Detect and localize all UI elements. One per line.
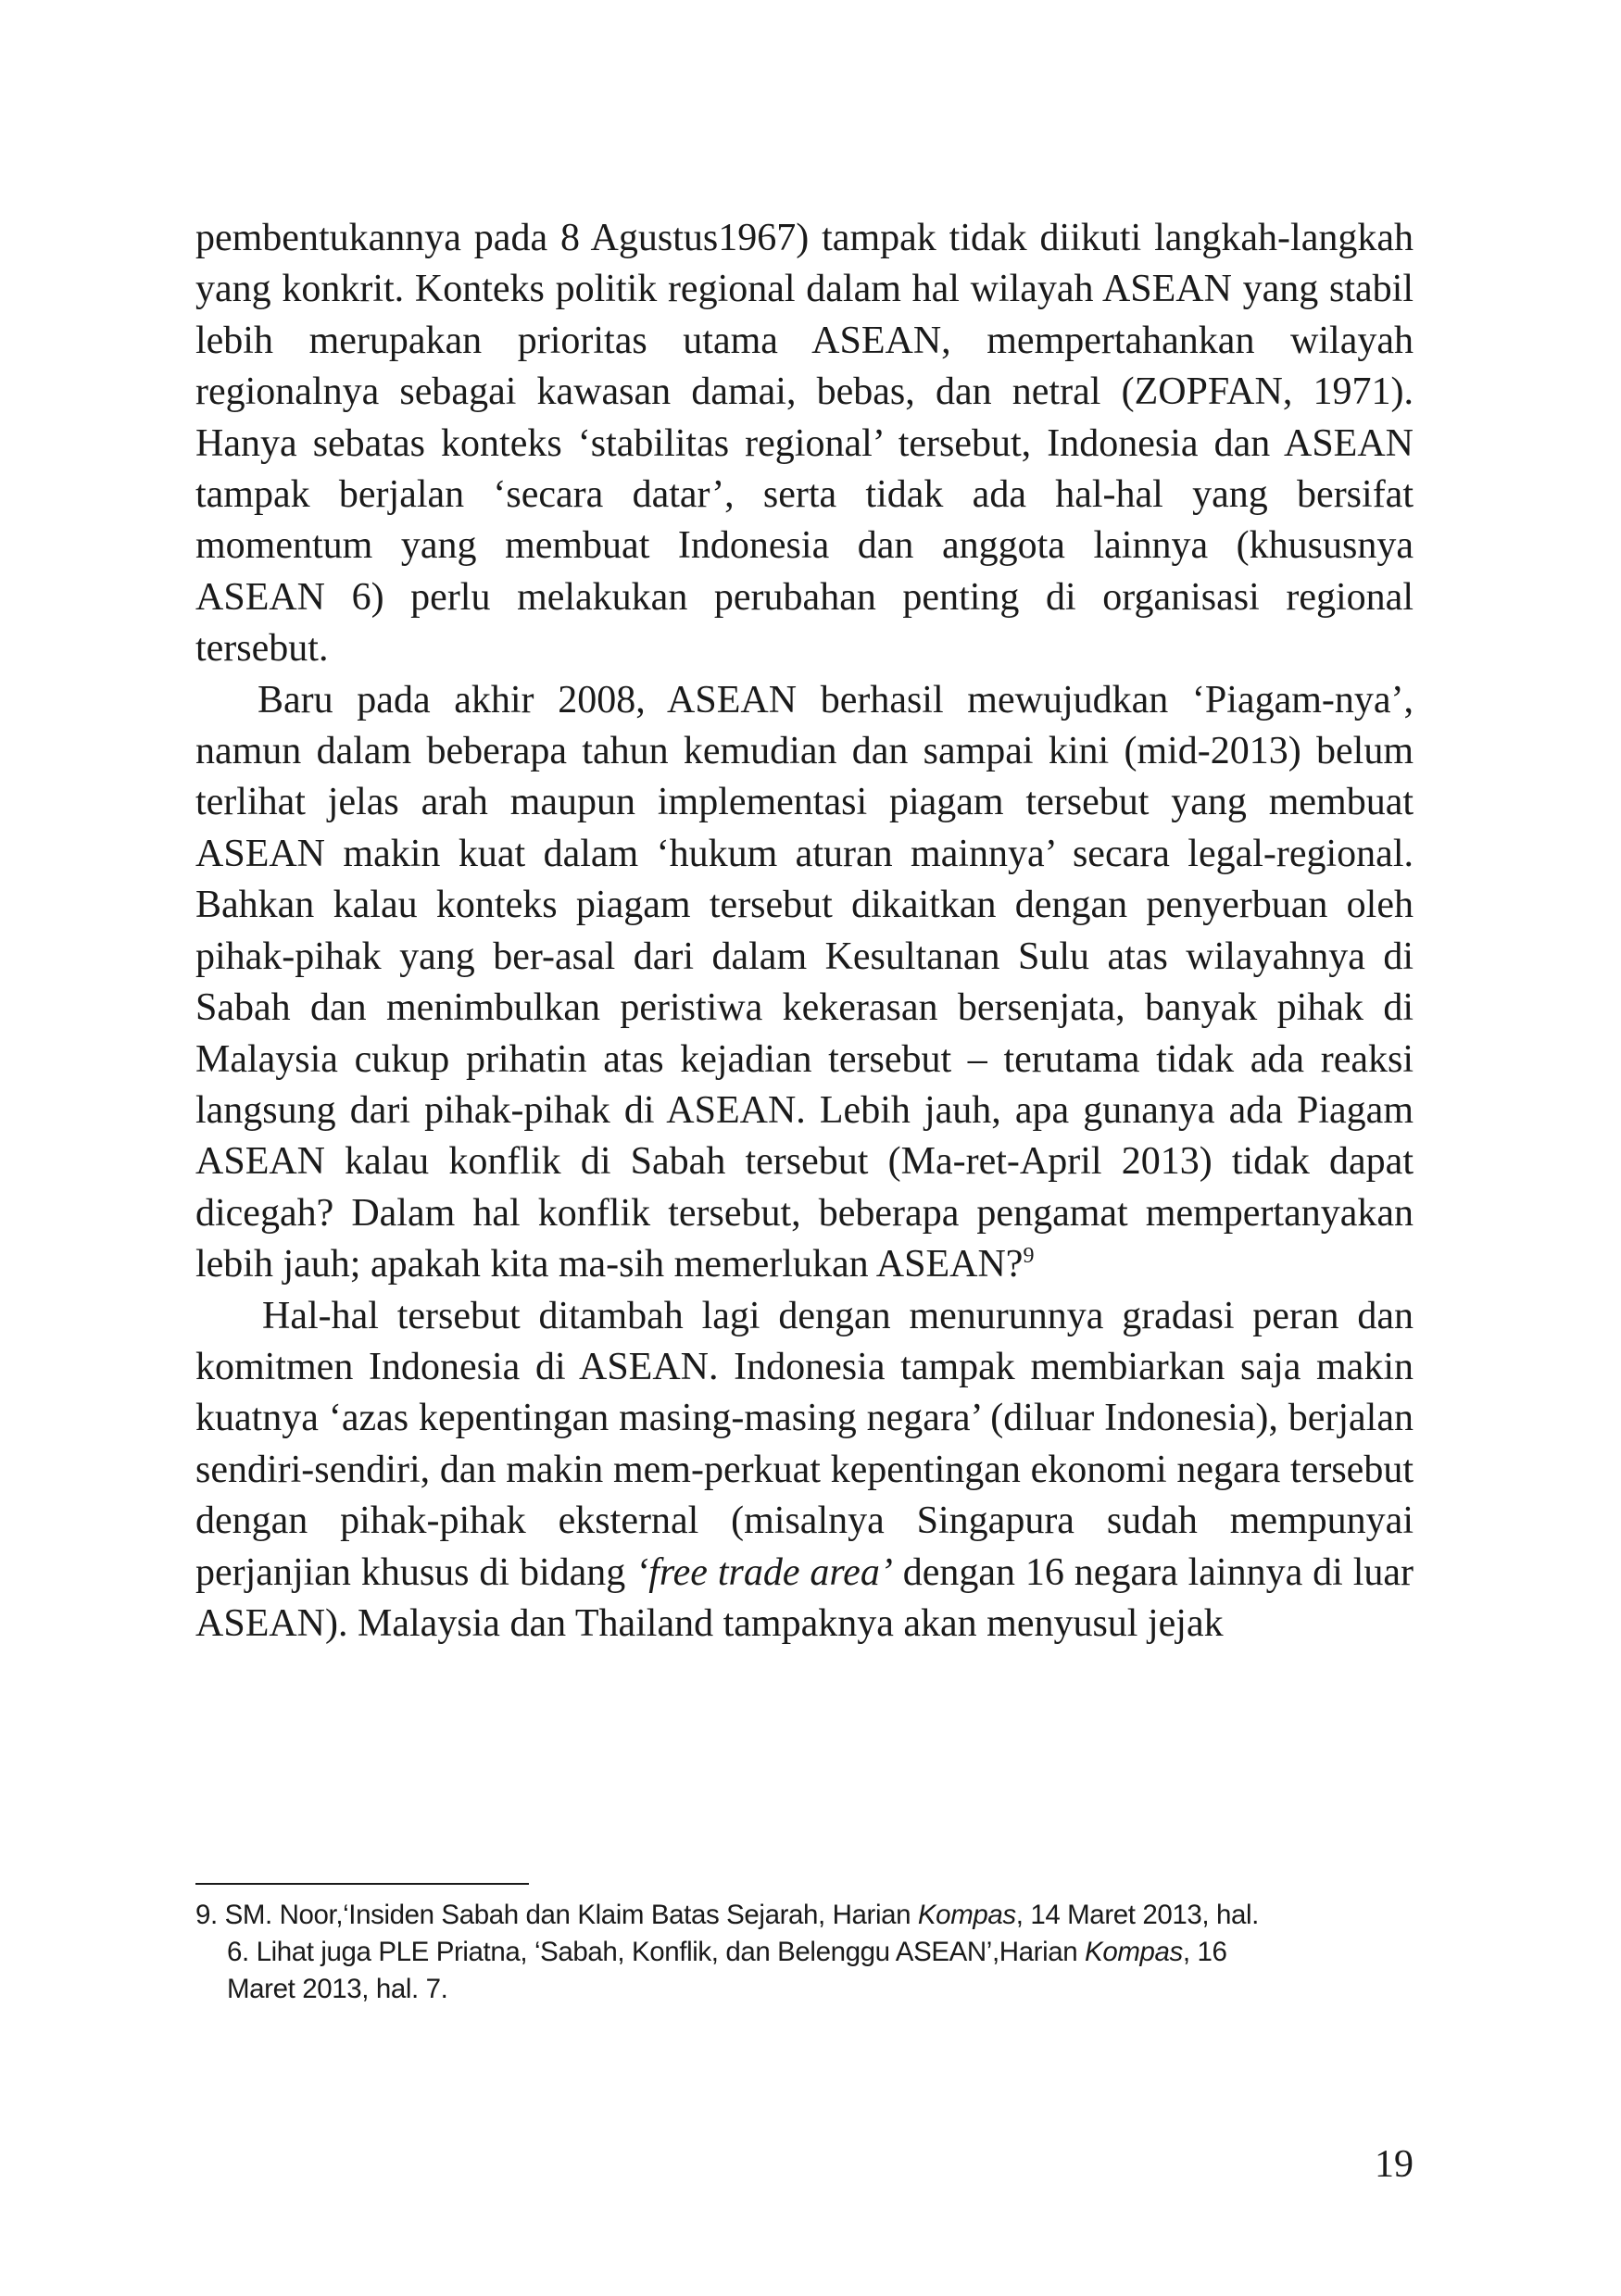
- footnote-text: 6. Lihat juga PLE Priatna, ‘Sabah, Konflik, dan Belenggu ASEAN’,Harian: [227, 1937, 1086, 1967]
- footnote-line-3: Maret 2013, hal. 7.: [227, 1974, 448, 2004]
- main-text: [195, 213, 1414, 1650]
- footnote-text: 9. SM. Noor,‘Insiden Sabah dan Klaim Batas Sejarah, Harian: [195, 1900, 918, 1930]
- footnote-text: , 14 Maret 2013, hal.: [1015, 1900, 1259, 1930]
- footnote: [195, 1897, 1414, 2008]
- paragraph-1: pembentukannya pada 8 Agustus1967) tampak tidak diikuti langkah-langkah yang konkrit. Konteks politik regional dalam hal wilayah ASEAN yang stabil lebih merupakan prioritas utama ASEAN, mempertahankan wilayah regionalnya sebagai kawasan damai, bebas, dan netral (ZOPFAN, 1971). Hanya sebatas konteks ‘stabilitas regional’ tersebut, Indonesia dan ASEAN tampak berjalan ‘secara datar’, serta tidak ada hal-hal yang bersifat momentum yang membuat Indonesia dan anggota lainnya (khususnya ASEAN 6) perlu melakukan perubahan penting di organisasi regional tersebut.: [195, 217, 1414, 671]
- footnote-line-1: [195, 1897, 1414, 1934]
- footnote-text: , 16: [1182, 1937, 1227, 1967]
- paragraph-2: [195, 675, 1414, 1291]
- paragraph-3-italic-term: ‘free trade area’: [635, 1550, 893, 1594]
- footnote-line-2: [195, 1934, 1414, 1971]
- footnote-italic: Kompas: [917, 1900, 1016, 1930]
- footnote-italic: Kompas: [1085, 1937, 1183, 1967]
- footnote-reference: 9: [1023, 1244, 1035, 1269]
- paragraph-3-text-after: dengan 16 negara lainnya di luar ASEAN). Malaysia dan Thailand tampaknya akan menyusul jejak: [195, 1550, 1414, 1645]
- paragraph-3: [195, 1291, 1414, 1650]
- paragraph-2-text: Baru pada akhir 2008, ASEAN berhasil mewujudkan ‘Piagam-nya’, namun dalam beberapa tahun kemudian dan sampai kini (mid-2013) belum terlihat jelas arah maupun implementasi piagam tersebut yang membuat ASEAN makin kuat dalam ‘hukum aturan mainnya’ secara legal-regional. Bahkan kalau konteks piagam tersebut dikaitkan dengan penyerbuan oleh pihak-pihak yang ber-asal dari dalam Kesultanan Sulu atas wilayahnya di Sabah dan menimbulkan peristiwa kekerasan bersenjata, banyak pihak di Malaysia cukup prihatin atas kejadian tersebut – terutama tidak ada reaksi langsung dari pihak-pihak di ASEAN. Lebih jauh, apa gunanya ada Piagam ASEAN kalau konflik di Sabah tersebut (Ma-ret-April 2013) tidak dapat dicegah? Dalam hal konflik tersebut, beberapa pengamat mempertanyakan lebih jauh; apakah kita ma-sih memerlukan ASEAN?: [195, 678, 1414, 1286]
- page-number: 19: [1375, 2143, 1414, 2186]
- paragraph-3-text-before: Hal-hal tersebut ditambah lagi dengan menurunnya gradasi peran dan komitmen Indonesia di ASEAN. Indonesia tampak membiarkan saja makin kuatnya ‘azas kepentingan masing-masing negara’ (diluar Indonesia), berjalan sendiri-sendiri, dan makin mem-perkuat kepentingan ekonomi negara tersebut dengan pihak-pihak eksternal (misalnya Singapura sudah mempunyai perjanjian khusus di bidang: [195, 1294, 1414, 1594]
- footnote-divider: [195, 1883, 529, 1885]
